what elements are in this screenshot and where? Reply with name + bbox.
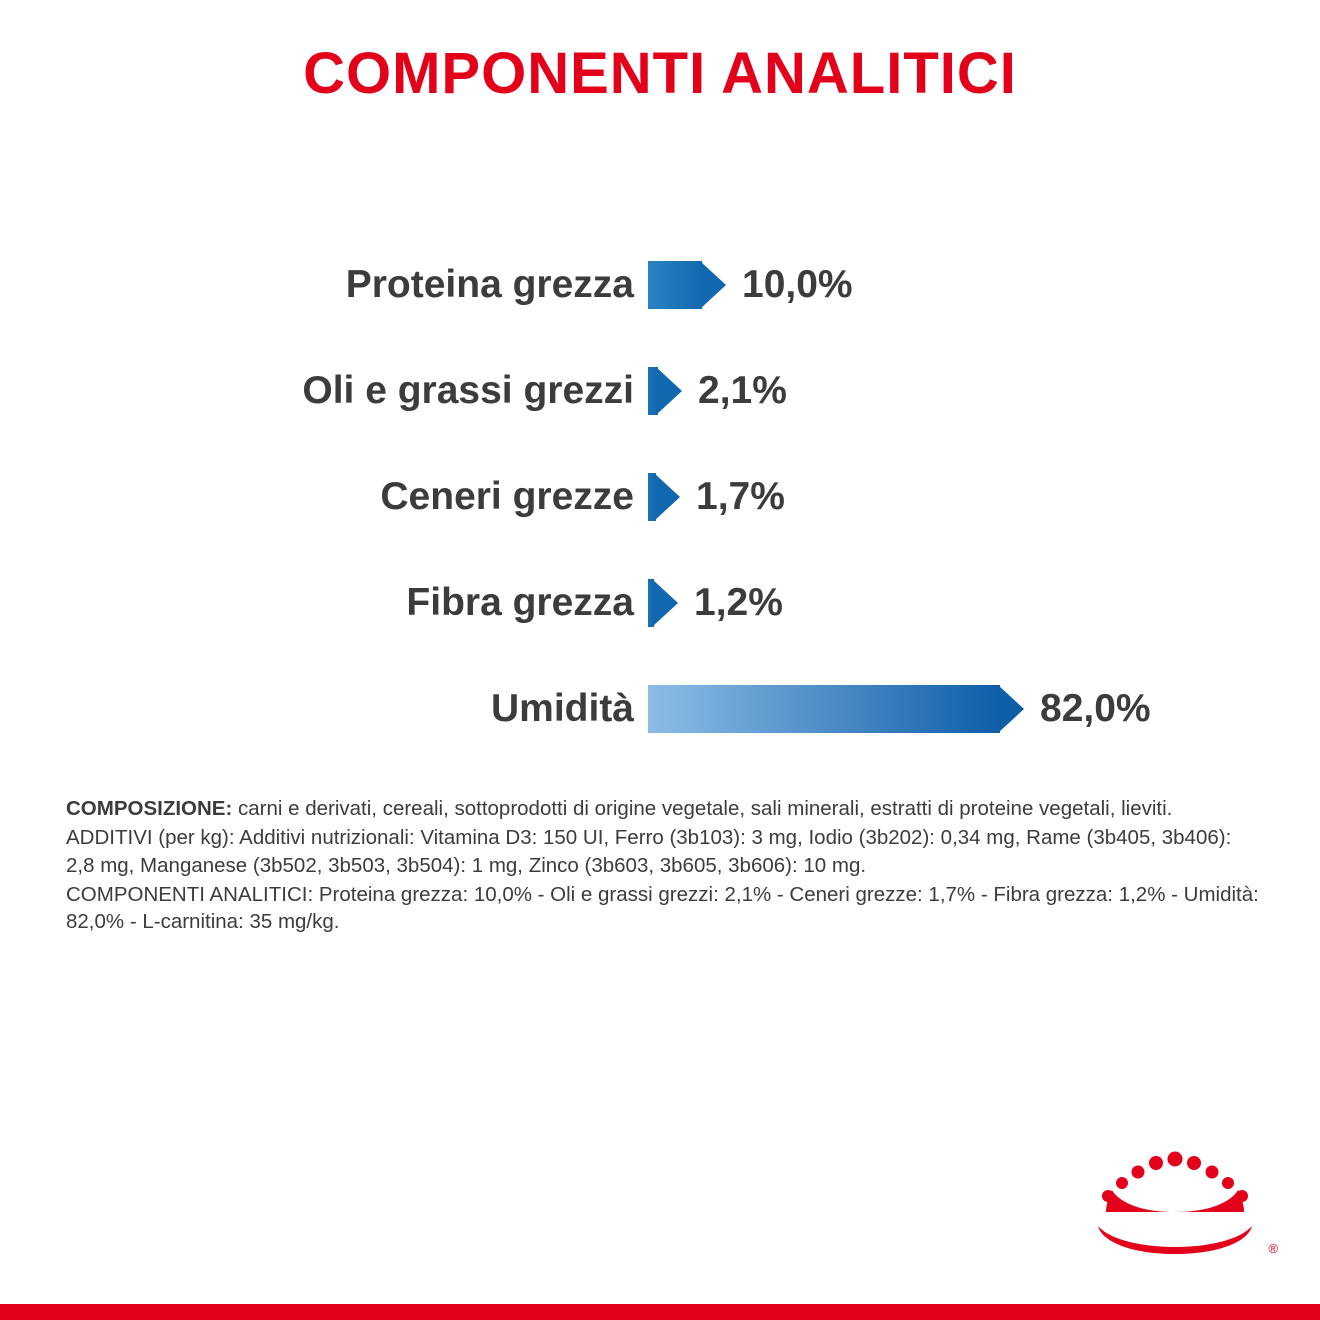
composition-text — [66, 795, 1261, 937]
analytical-components-line: COMPONENTI ANALITICI: Proteina grezza: 10,0% - Oli e grassi grezzi: 2,1% - Ceneri grezze: 1,7% - Fibra grezza: 1,2% - Umidità: 82,0% - L-carnitina: 35 mg/kg. — [66, 882, 1259, 933]
nutrient-row — [0, 550, 1320, 656]
registered-mark: ® — [1268, 1241, 1278, 1256]
nutrient-value: 10,0% — [742, 263, 853, 306]
nutrient-value: 2,1% — [698, 369, 787, 412]
composition-lead: COMPOSIZIONE: — [66, 797, 233, 820]
additives-line: ADDITIVI (per kg): Additivi nutrizionali: Vitamina D3: 150 UI, Ferro (3b103): 3 mg, Iodio (3b202): 0,34 mg, Rame (3b405, 3b406): 2,8 mg, Manganese (3b502, 3b503, 3b504): 1 mg, Zinco (3b603, 3b605, 3b606): 10 mg. — [66, 826, 1232, 877]
analytical-components-chart — [0, 232, 1320, 762]
nutrient-row — [0, 338, 1320, 444]
nutrient-label: Ceneri grezze — [380, 475, 634, 518]
bar-wrapper — [648, 367, 682, 415]
bar-wrapper — [648, 473, 680, 521]
nutrient-row — [0, 656, 1320, 762]
nutrient-value: 82,0% — [1040, 687, 1151, 730]
page-title: COMPONENTI ANALITICI — [303, 41, 1017, 106]
nutrient-bar — [648, 261, 726, 309]
nutrient-label: Fibra grezza — [406, 581, 634, 624]
nutrient-row — [0, 444, 1320, 550]
bar-wrapper — [648, 579, 678, 627]
nutrient-label: Proteina grezza — [345, 263, 634, 306]
nutrient-bar — [648, 685, 1024, 733]
bar-wrapper — [648, 685, 1024, 733]
nutrient-bar — [648, 473, 680, 521]
composition-body: carni e derivati, cereali, sottoprodotti di origine vegetale, sali minerali, estratti di proteine vegetali, lieviti. — [238, 797, 1173, 820]
nutrient-value: 1,2% — [694, 581, 783, 624]
royal-canin-logo — [1082, 1150, 1278, 1258]
nutrient-label: Oli e grassi grezzi — [302, 369, 634, 412]
bar-wrapper — [648, 261, 726, 309]
bottom-accent-bar — [0, 1304, 1320, 1320]
nutrient-label: Umidità — [490, 687, 634, 730]
nutrient-row — [0, 232, 1320, 338]
nutrient-bar — [648, 579, 678, 627]
composition-line-1 — [66, 795, 1261, 822]
nutrient-bar — [648, 367, 682, 415]
nutrient-value: 1,7% — [696, 475, 785, 518]
